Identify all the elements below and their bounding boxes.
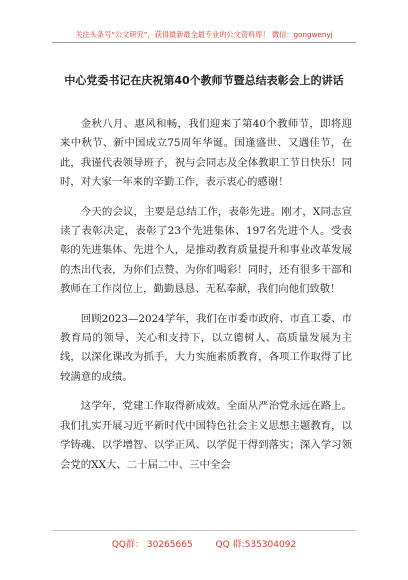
footer-divider [52, 530, 356, 531]
header-divider [52, 42, 356, 43]
qq-footer [0, 537, 408, 550]
paragraph: 回顾2023—2024学年，我们在市委市政府、市直工委、市教育局的领导、关心和支持下，以立德树人、高质量发展为主线，以深化课改为抓手，大力实施素质教育，各项工作取得了比较满意的成绩。 [60, 312, 352, 383]
qq-group-1: QQ群： 30265665 [111, 540, 193, 550]
qq-group-2: QQ 群:535304092 [215, 540, 297, 550]
promo-header: 关注头条号“公文研究”，获得最新最全最专业的公文资料库！ 微信：gongwenyj [75, 30, 333, 39]
document-title: 中心党委书记在庆祝第40个教师节暨总结表彰会上的讲话 [64, 74, 344, 87]
paragraph: 今天的会议，主要是总结工作，表彰先进。刚才，X同志宣读了表彰决定，表彰了23个先进集体、197名先进个人。受表彰的先进集体、先进个人，是推动教育质量提升和事业改革发展的杰出代表，为你们点赞、为你们喝彩！同时，还有很多干部和教师在工作岗位上，勤勤恳恳、无私奉献，我们向他们致敬！ [60, 205, 352, 296]
paragraph: 这学年，党建工作取得新成效。全面从严治党永远在路上。我们扎实开展习近平新时代中国特色社会主义思想主题教育，以学铸魂、以学增智、以学正风、以学促干得到落实；深入学习领会党的XX大、二十届二中、三中全会 [60, 400, 352, 471]
paragraph: 金秋八月、惠风和畅，我们迎来了第40个教师节，即将迎来中秋节、新中国成立75周年华诞。国逢盛世、又遇佳节，在此，我谨代表领导班子，祝与会同志及全体教职工节日快乐！同时，对大家一年来的辛勤工作，表示衷心的感谢！ [60, 118, 352, 189]
document-body [60, 115, 352, 485]
